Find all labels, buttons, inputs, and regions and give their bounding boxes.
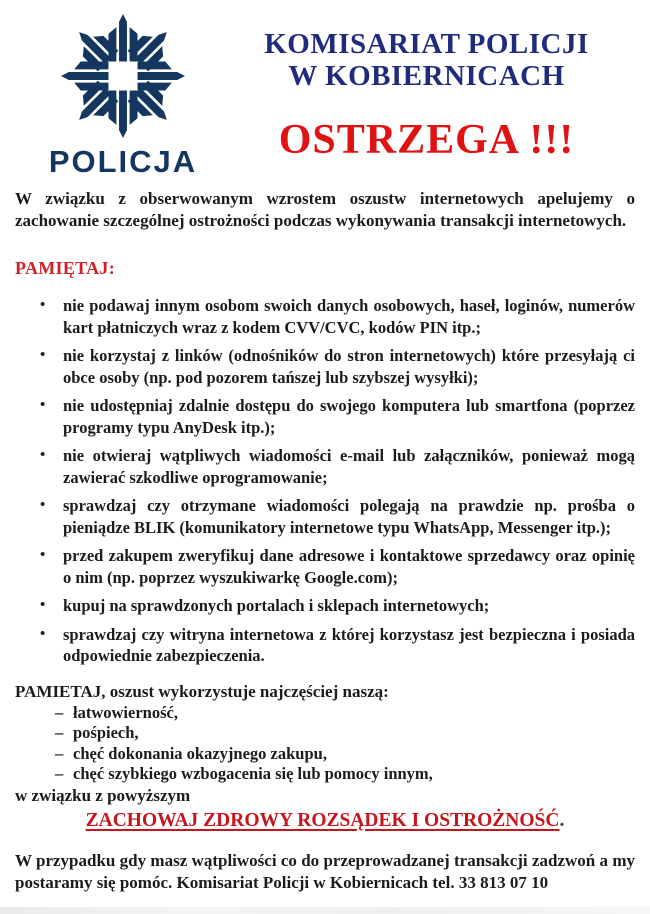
list-item (40, 395, 635, 438)
bullet-icon: • (40, 625, 46, 642)
list-item (40, 545, 635, 588)
dash-icon: – (55, 743, 64, 763)
list-item (55, 703, 635, 724)
list-item (55, 744, 635, 765)
warning-headline: OSTRZEGA !!! (278, 117, 575, 163)
bullet-icon: • (40, 597, 46, 613)
list-item-text: nie udostępniaj zdalnie dostępu do swojego komputera lub smartfona (poprzez programy typu AnyDesk itp.); (63, 396, 635, 437)
list-item-text: łatwowierność, (73, 702, 178, 722)
list-item-text: nie korzystaj z linków (odnośników do stron internetowych) które przesyłają ci obce osoby (np. pod pozorem tańszej lub szybszej wysyłki); (63, 346, 635, 387)
slogan-text: ZACHOWAJ ZDROWY ROZSĄDEK I OSTROŻNOŚĆ (85, 809, 560, 831)
bullet-icon: • (40, 397, 46, 413)
list-item-text: nie otwieraj wątpliwych wiadomości e-mail lub załączników, ponieważ mogą zawierać szkodliwe oprogramowanie; (63, 446, 635, 487)
list-item-text: nie podawaj innym osobom swoich danych osobowych, haseł, loginów, numerów kart płatniczych wraz z kodem CVV/CVC, kodów PIN itp.; (63, 296, 635, 337)
fraud-traits-heading: PAMIETAJ, oszust wykorzystuje najczęściej naszą: (15, 681, 389, 701)
intro-paragraph: W związku z obserwowanym wzrostem oszustw internetowych apelujemy o zachowanie szczególnej ostrożności podczas wykonywania transakcji internetowych. (15, 189, 635, 230)
police-logo-wordmark: POLICJA (48, 144, 198, 179)
dash-icon: – (55, 723, 64, 742)
bullet-icon: • (40, 297, 46, 313)
list-item (40, 624, 635, 667)
fraud-traits-list (15, 703, 635, 785)
advice-bullet-list (15, 295, 635, 667)
title-line-2: W KOBIERNICACH (288, 60, 565, 92)
closing-line: w związku z powyższym (15, 785, 191, 805)
list-item (40, 295, 635, 338)
bullet-icon: • (40, 447, 46, 463)
contact-paragraph: W przypadku gdy masz wątpliwości co do przeprowadzanej transakcji zadzwoń a my postaramy się pomóc. Komisariat Policji w Kobiernicach tel. 33 813 07 10 (15, 850, 635, 892)
list-item-text: pośpiech, (73, 723, 139, 742)
scan-edge-artifact (0, 907, 650, 914)
list-item (40, 445, 635, 488)
list-item-text: kupuj na sprawdzonych portalach i sklepach internetowych; (63, 596, 490, 615)
list-item (40, 595, 635, 617)
list-item-text: chęć szybkiego wzbogacenia się lub pomocy innym, (73, 764, 433, 783)
list-item (40, 495, 635, 538)
list-item-text: sprawdzaj czy witryna internetowa z której korzystasz jest bezpieczna i posiada odpowiednie zabezpieczenia. (63, 624, 635, 665)
title-line-1: KOMISARIAT POLICJI (264, 28, 589, 60)
slogan-period: . (559, 809, 565, 831)
page-title (218, 28, 635, 92)
title-block (218, 8, 635, 162)
list-item-text: przed zakupem zweryfikuj dane adresowe i kontaktowe sprzedawcy oraz opinię o nim (np. poprzez wyszukiwarkę Google.com); (63, 546, 635, 587)
list-item (55, 723, 635, 744)
list-item (40, 345, 635, 388)
list-item-text: chęć dokonania okazyjnego zakupu, (73, 743, 327, 763)
bullet-icon: • (40, 547, 46, 563)
remember-heading: PAMIĘTAJ: (15, 258, 116, 278)
bullet-icon: • (40, 347, 46, 363)
list-item-text: sprawdzaj czy otrzymane wiadomości polegają na prawdzie np. prośba o pieniądze BLIK (komunikatory internetowe typu WhatsApp, Messenger itp.); (63, 496, 635, 537)
bullet-icon: • (40, 497, 46, 513)
header (0, 0, 650, 180)
police-logo (28, 8, 218, 180)
slogan-line (15, 809, 635, 833)
list-item (55, 764, 635, 785)
dash-icon: – (55, 702, 64, 722)
document-body (0, 188, 650, 894)
dash-icon: – (55, 764, 64, 783)
police-star-icon (57, 10, 189, 142)
